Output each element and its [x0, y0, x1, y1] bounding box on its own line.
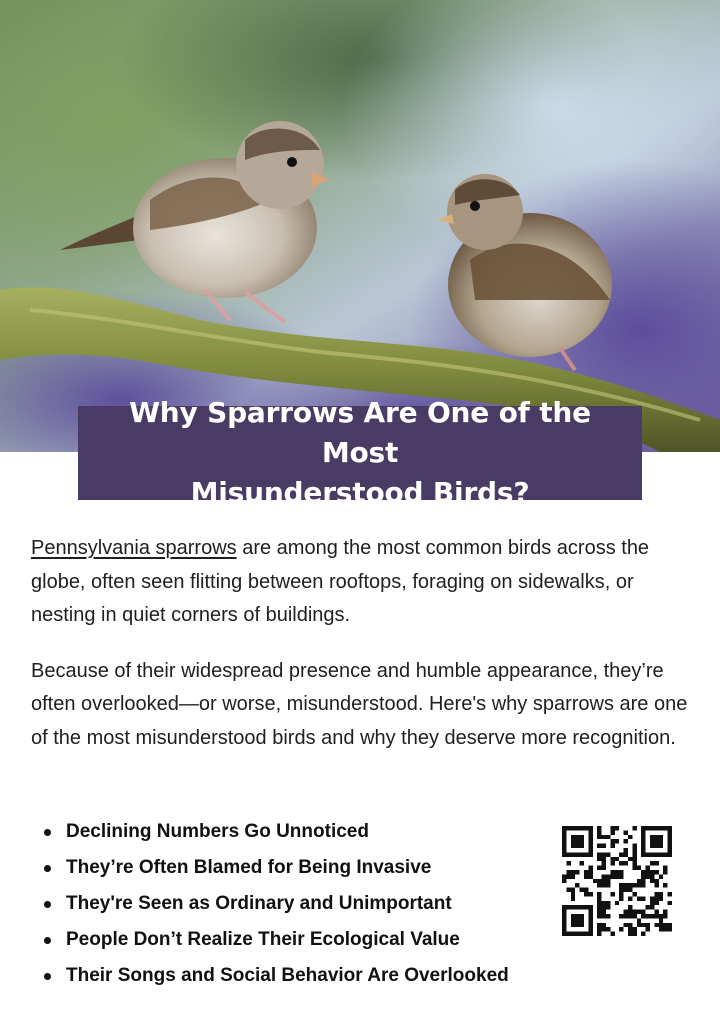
bullet-dot-icon [44, 865, 51, 872]
list-item-text: They’re Often Blamed for Being Invasive [66, 857, 432, 878]
page-title-line-2: Misunderstood Birds? [190, 476, 530, 509]
qr-code-icon [562, 826, 672, 936]
list-item-text: People Don’t Realize Their Ecological Value [66, 929, 460, 950]
list-item-text: Their Songs and Social Behavior Are Overlooked [66, 965, 509, 986]
sparrows-on-branch-photo-icon [0, 0, 720, 452]
qr-code[interactable] [562, 826, 672, 936]
pennsylvania-sparrows-link[interactable]: Pennsylvania sparrows [31, 537, 237, 559]
page-title [94, 393, 626, 513]
bullet-dot-icon [44, 901, 51, 908]
page-title-line-1: Why Sparrows Are One of the Most [129, 396, 591, 469]
second-paragraph: Because of their widespread presence and humble appearance, they’re often overlooked—or worse, misunderstood. Here's why sparrows are one of the most misunderstood birds and why they deserve more recognition. [31, 659, 688, 749]
list-item-text: Declining Numbers Go Unnoticed [66, 821, 369, 842]
bullet-dot-icon [44, 829, 51, 836]
intro-paragraph-text: are among the most common birds across the globe, often seen flitting between rooftops, foraging on sidewalks, or nesting in quiet corners of buildings. [31, 537, 650, 626]
intro-paragraph [31, 532, 691, 633]
title-band [78, 396, 642, 509]
list-item [40, 886, 560, 922]
reasons-list [40, 814, 560, 994]
list-item-text: They're Seen as Ordinary and Unimportant [66, 893, 452, 914]
list-item [40, 850, 560, 886]
bullet-dot-icon [44, 973, 51, 980]
list-item [40, 922, 560, 958]
list-item [40, 958, 560, 994]
hero-image [0, 0, 720, 452]
bullet-dot-icon [44, 937, 51, 944]
article-body [31, 532, 691, 755]
list-item [40, 814, 560, 850]
